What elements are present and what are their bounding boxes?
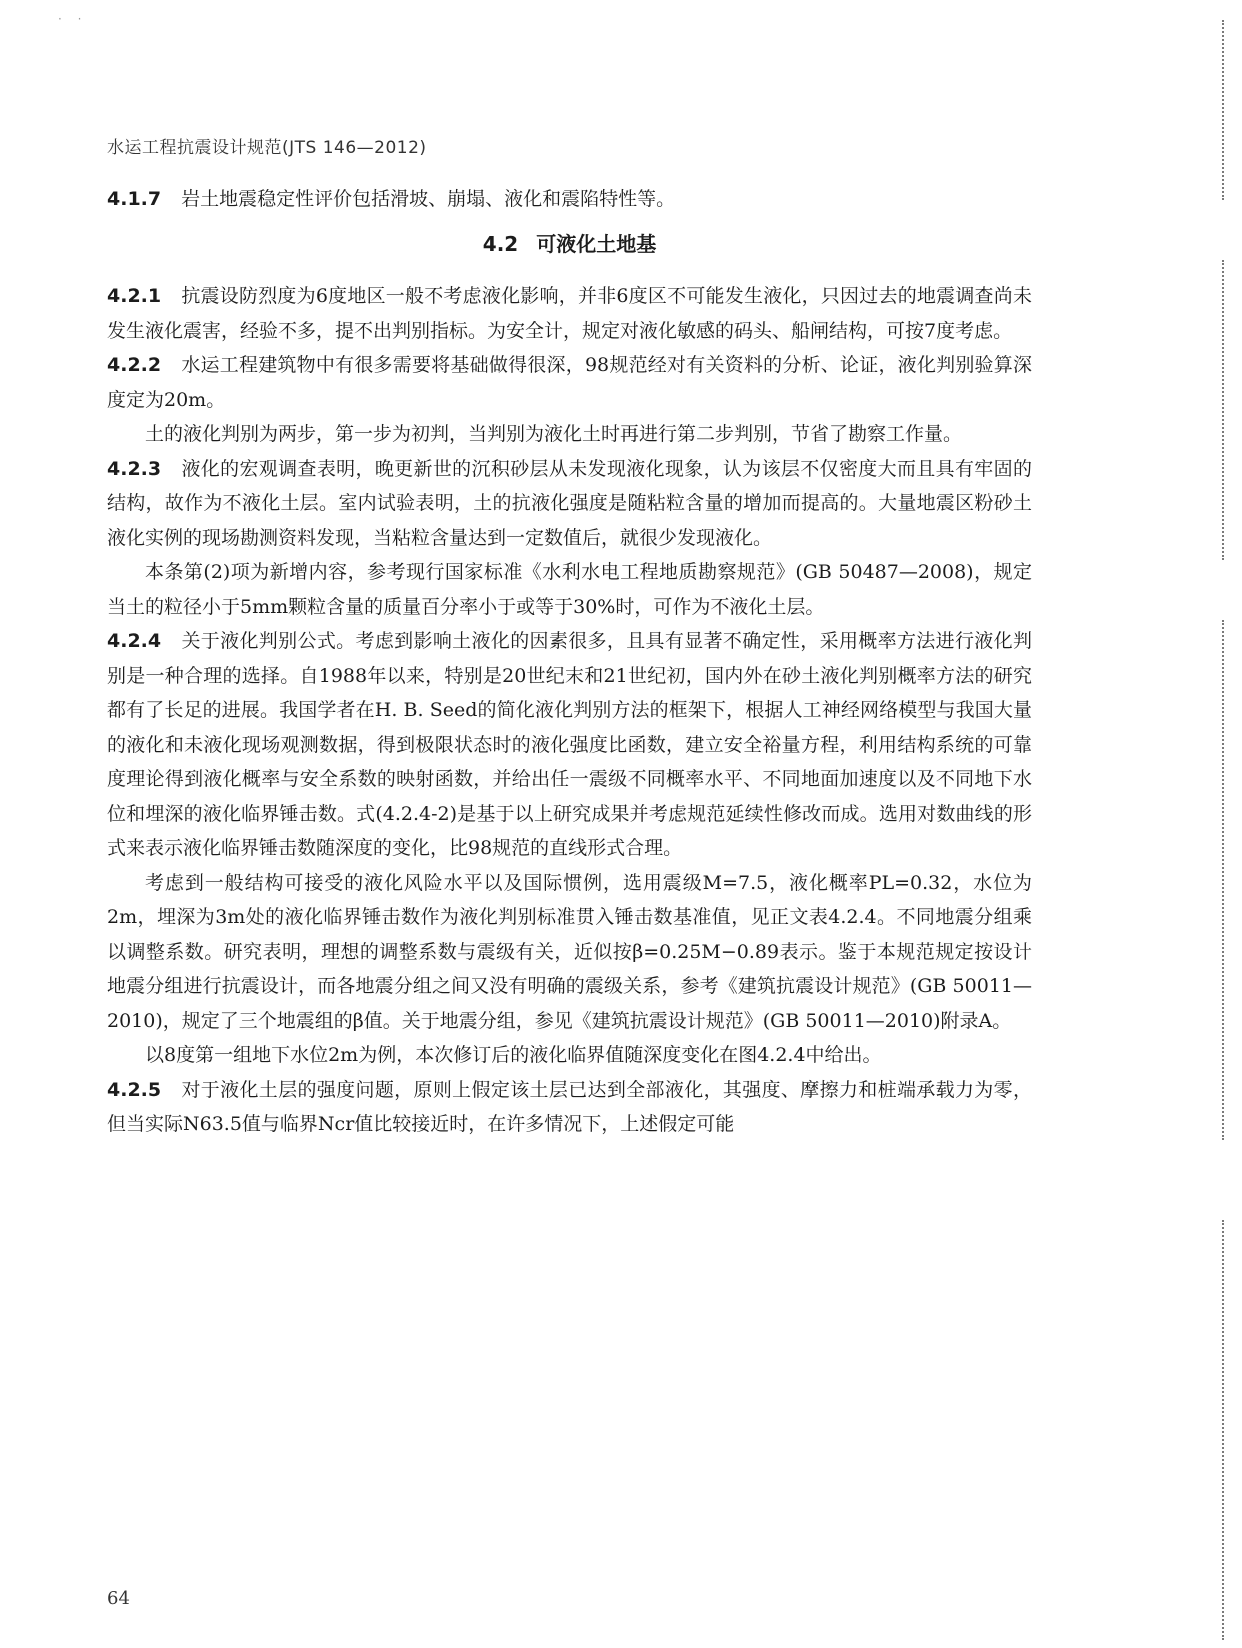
section-heading: [107, 227, 1032, 262]
clause-number: 4.2.3: [107, 457, 162, 480]
section-number: 4.2: [482, 231, 519, 256]
clause-4-2-3: [107, 452, 1032, 556]
paragraph: 本条第(2)项为新增内容，参考现行国家标准《水利水电工程地质勘察规范》(GB 50487—2008)，规定当土的粒径小于5mm颗粒含量的质量百分率小于或等于30%时，可作为不液化土层。: [107, 561, 1032, 618]
page-number: 64: [107, 1588, 130, 1609]
clause-number: 4.2.4: [107, 630, 162, 652]
scan-edge-dotted-line: [1222, 1220, 1224, 1640]
clause-number: 4.2.5: [107, 1078, 162, 1101]
scan-edge-dotted-line: [1222, 260, 1224, 560]
clause-text: 水运工程建筑物中有很多需要将基础做得很深，98规范经对有关资料的分析、论证，液化判别验算深度定为20m。: [107, 354, 1032, 411]
clause-4-2-2: [107, 348, 1032, 417]
paragraph: 以8度第一组地下水位2m为例，本次修订后的液化临界值随深度变化在图4.2.4中给出。: [145, 1044, 882, 1066]
clause-4-2-5: [107, 1073, 1032, 1142]
scan-edge-dotted-line: [1222, 20, 1224, 200]
clause-4-1-7: [107, 182, 1032, 217]
clause-text: 对于液化土层的强度问题，原则上假定该土层已达到全部液化，其强度、摩擦力和桩端承载力为零，但当实际N63.5值与临界Ncr值比较接近时，在许多情况下，上述假定可能: [107, 1078, 1032, 1135]
running-header: 水运工程抗震设计规范(JTS 146—2012): [107, 138, 427, 158]
section-title: 可液化土地基: [536, 231, 657, 256]
clause-4-2-4: [107, 624, 1032, 866]
scan-edge-dotted-line: [1222, 620, 1224, 1140]
document-body: [107, 182, 1032, 1142]
clause-number: 4.2.1: [107, 285, 162, 307]
paragraph: 土的液化判别为两步，第一步为初判，当判别为液化土时再进行第二步判别，节省了勘察工作量。: [145, 423, 963, 445]
clause-number: 4.1.7: [107, 188, 162, 210]
clause-text: 抗震设防烈度为6度地区一般不考虑液化影响，并非6度区不可能发生液化，只因过去的地震调查尚未发生液化震害，经验不多，提不出判别指标。为安全计，规定对液化敏感的码头、船闸结构，可按7度考虑。: [107, 285, 1032, 342]
paragraph: 考虑到一般结构可接受的液化风险水平以及国际惯例，选用震级M=7.5，液化概率PL=0.32，水位为2m，埋深为3m处的液化临界锤击数作为液化判别标准贯入锤击数基准值，见正文表4.2.4。不同地震分组乘以调整系数。研究表明，理想的调整系数与震级有关，近似按β=0.25M−0.89表示。鉴于本规范规定按设计地震分组进行抗震设计，而各地震分组之间又没有明确的震级关系，参考《建筑抗震设计规范》(GB 50011—2010)，规定了三个地震组的β值。关于地震分组，参见《建筑抗震设计规范》(GB 50011—2010)附录A。: [107, 871, 1032, 1032]
clause-text: 岩土地震稳定性评价包括滑坡、崩塌、液化和震陷特性等。: [181, 188, 676, 210]
clause-number: 4.2.2: [107, 354, 162, 376]
clause-text: 关于液化判别公式。考虑到影响土液化的因素很多，且具有显著不确定性，采用概率方法进行液化判别是一种合理的选择。自1988年以来，特别是20世纪末和21世纪初，国内外在砂土液化判别概率方法的研究都有了长足的进展。我国学者在H. B. Seed的简化液化判别方法的框架下，根据人工神经网络模型与我国大量的液化和未液化现场观测数据，得到极限状态时的液化强度比函数，建立安全裕量方程，利用结构系统的可靠度理论得到液化概率与安全系数的映射函数，并给出任一震级不同概率水平、不同地面加速度以及不同地下水位和埋深的液化临界锤击数。式(4.2.4-2)是基于以上研究成果并考虑规范延续性修改而成。选用对数曲线的形式来表示液化临界锤击数随深度的变化，比98规范的直线形式合理。: [107, 630, 1032, 859]
clause-text: 液化的宏观调查表明，晚更新世的沉积砂层从未发现液化现象，认为该层不仅密度大而且具有牢固的结构，故作为不液化土层。室内试验表明，土的抗液化强度是随粘粒含量的增加而提高的。大量地震区粉砂土液化实例的现场勘测资料发现，当粘粒含量达到一定数值后，就很少发现液化。: [107, 457, 1032, 549]
scan-corner-marks: · ·: [58, 12, 88, 26]
clause-4-2-1: [107, 279, 1032, 348]
